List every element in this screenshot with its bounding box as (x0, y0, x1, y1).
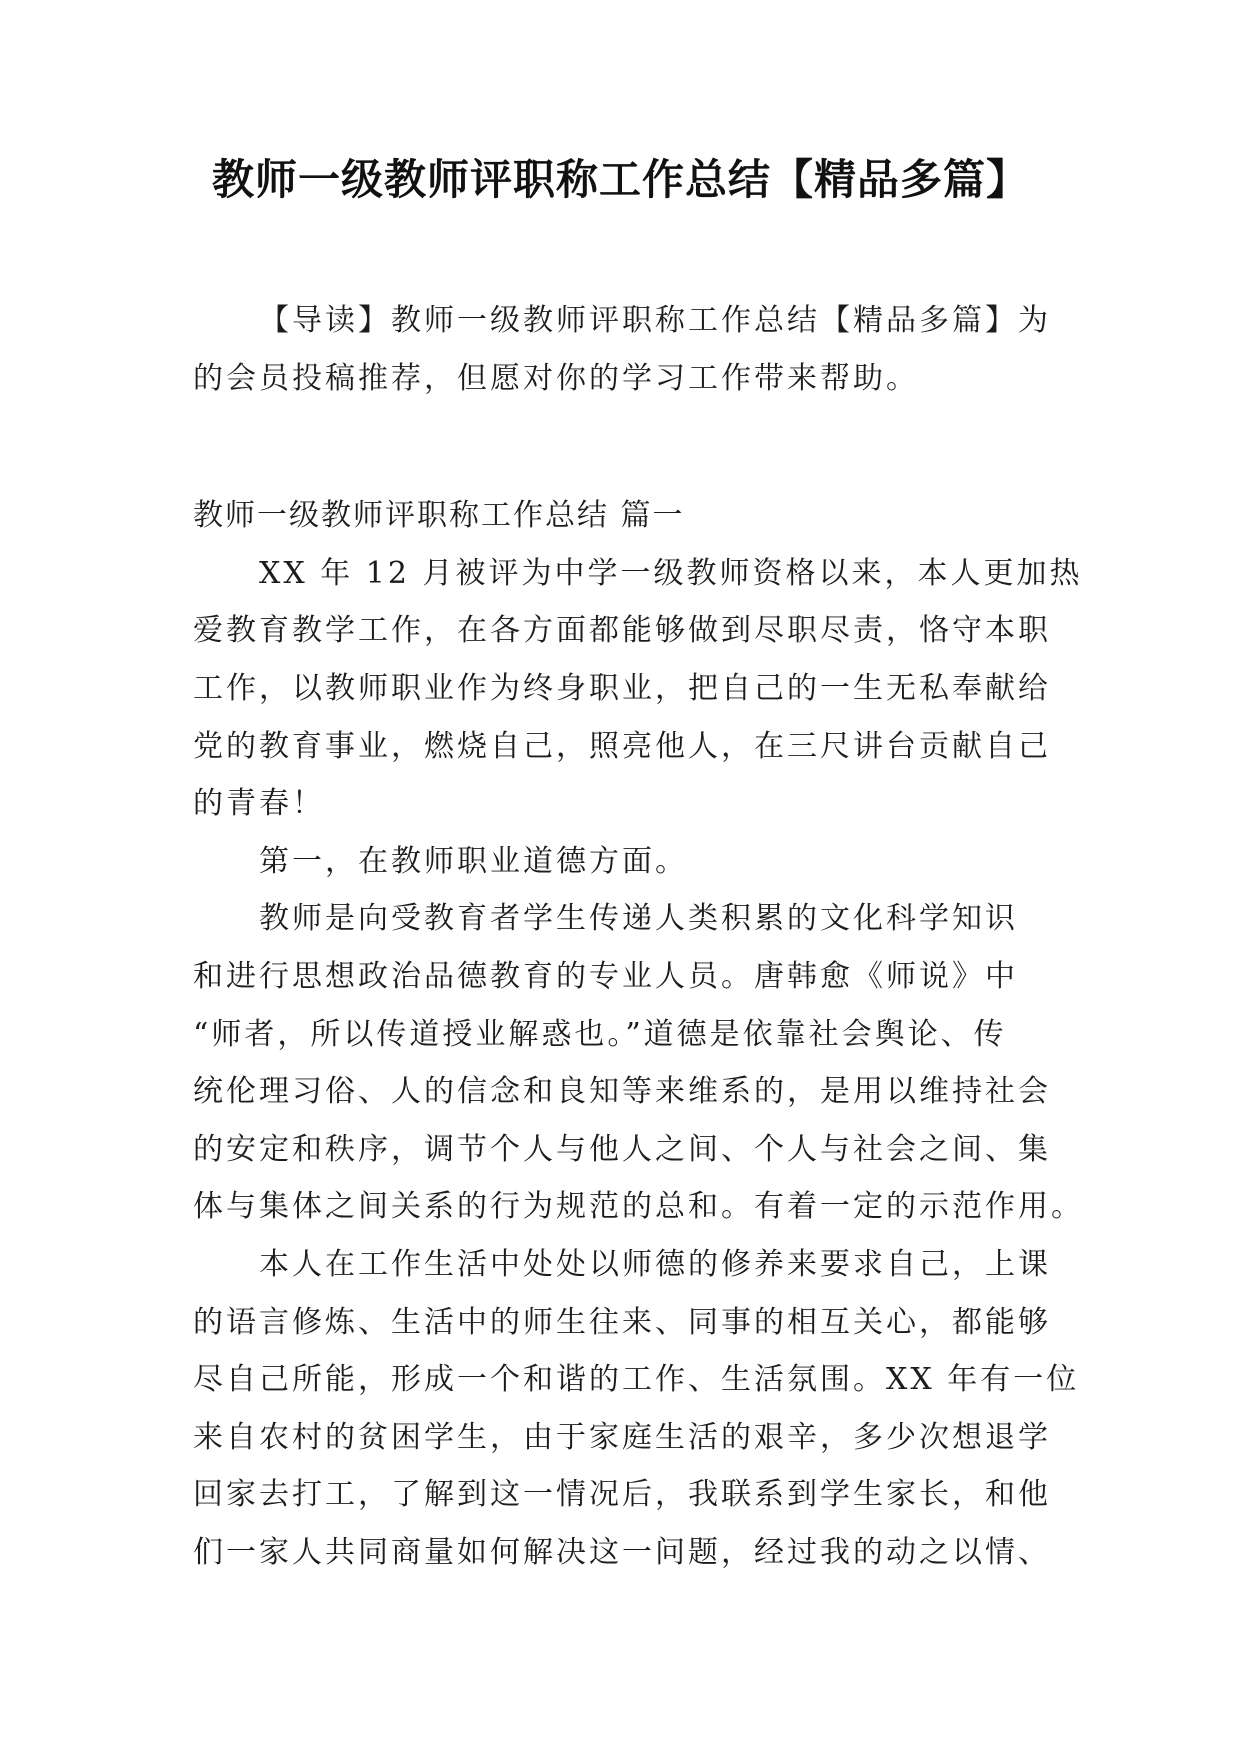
paragraph-line: 统伦理习俗、人的信念和良知等来维系的，是用以维持社会 (193, 1074, 1051, 1110)
paragraph-line: 尽自己所能，形成一个和谐的工作、生活氛围。XX 年有一位 (193, 1362, 1080, 1398)
paragraph-line: 体与集体之间关系的行为规范的总和。有着一定的示范作用。 (193, 1189, 1084, 1225)
document-title: 教师一级教师评职称工作总结【精品多篇】 (211, 155, 1029, 204)
section-heading: 教师一级教师评职称工作总结 篇一 (193, 498, 685, 534)
paragraph-line: 爱教育教学工作，在各方面都能够做到尽职尽责，恪守本职 (193, 613, 1051, 649)
paragraph-line: 们一家人共同商量如何解决这一问题，经过我的动之以情、 (193, 1534, 1051, 1570)
paragraph-line: 回家去打工，了解到这一情况后，我联系到学生家长，和他 (193, 1477, 1051, 1513)
paragraph-line: 的语言修炼、生活中的师生往来、同事的相互关心，都能够 (193, 1304, 1051, 1340)
paragraph-line: 第一，在教师职业道德方面。 (259, 843, 688, 879)
paragraph-line: 本人在工作生活中处处以师德的修养来要求自己，上课 (259, 1246, 1051, 1282)
paragraph-line: 工作，以教师职业作为终身职业，把自己的一生无私奉献给 (193, 670, 1051, 706)
paragraph-line: XX 年 12 月被评为中学一级教师资格以来，本人更加热 (259, 555, 1083, 591)
intro-line: 【导读】教师一级教师评职称工作总结【精品多篇】为 (259, 303, 1051, 338)
paragraph-line: 的青春！ (193, 786, 325, 822)
paragraph-line: “师者，所以传道授业解惑也。”道德是依靠社会舆论、传 (193, 1016, 1007, 1052)
paragraph-line: 教师是向受教育者学生传递人类积累的文化科学知识 (259, 901, 1018, 937)
intro-line: 的会员投稿推荐，但愿对你的学习工作带来帮助。 (193, 360, 919, 396)
paragraph-line: 和进行思想政治品德教育的专业人员。唐韩愈《师说》中 (193, 958, 1018, 994)
document-body (193, 292, 1084, 1581)
paragraph-line: 党的教育事业，燃烧自己，照亮他人，在三尺讲台贡献自己 (193, 728, 1051, 764)
paragraph-line: 的安定和秩序，调节个人与他人之间、个人与社会之间、集 (193, 1131, 1051, 1167)
paragraph-line: 来自农村的贫困学生，由于家庭生活的艰辛，多少次想退学 (193, 1419, 1051, 1455)
spacer (193, 407, 1073, 487)
